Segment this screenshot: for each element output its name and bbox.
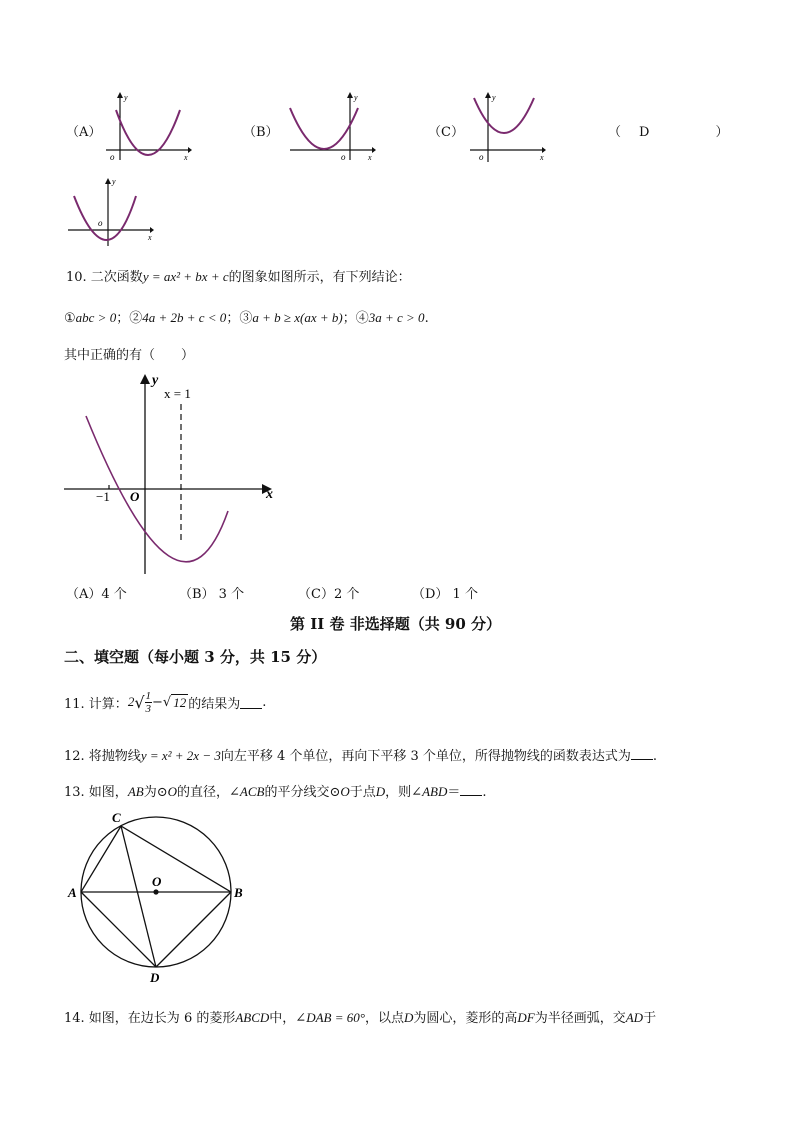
fraction: $\frac{1}{3}$ (145, 689, 152, 715)
q10-conclusions: ①abc > 0；②4a + 2b + c < 0；③a + b ≥ x(ax + b)；④3a + c > 0. (64, 310, 429, 326)
axis-line-label: x = 1 (164, 386, 191, 401)
chord-ac (81, 826, 121, 892)
svg-text:y: y (354, 93, 358, 102)
svg-text:x: x (148, 233, 152, 242)
label-a: A (68, 885, 77, 900)
chord-cb (121, 826, 231, 892)
answer-blank (460, 783, 482, 796)
svg-text:y: y (492, 93, 496, 102)
chord-cd (121, 826, 156, 967)
chord-ad (81, 892, 156, 967)
label-d: D (150, 970, 160, 985)
q10-option-d: （D） 1 个 (412, 587, 478, 602)
svg-text:x: x (540, 153, 544, 162)
label-c: C (112, 810, 121, 825)
answer-blank (631, 747, 653, 760)
svg-text:x: x (368, 153, 372, 162)
origin-label: o (110, 152, 115, 162)
q10-option-c: （C）2 个 (298, 587, 360, 602)
chord-bd (156, 892, 231, 967)
q12: 12. 将抛物线y = x² + 2x − 3向左平移 4 个单位，再向下平移 3 个单位，所得抛物线的函数表达式为 . (64, 748, 658, 764)
graph-option-b (286, 90, 378, 162)
svg-text:o: o (341, 152, 346, 162)
q10-option-b: （B） 3 个 (179, 587, 245, 602)
y-label: y (152, 373, 159, 388)
graph-option-c (466, 88, 550, 166)
parabola-curve (74, 196, 136, 240)
option-c-label: （C） (428, 125, 464, 140)
label-o: O (152, 874, 162, 889)
option-d-label: （ D ） (608, 125, 729, 140)
section-fill-blank-title: 二、填空题（每小题 3 分，共 15 分） (64, 648, 327, 666)
svg-text:o: o (98, 218, 103, 228)
parabola-curve (474, 98, 534, 133)
graph-option-a (100, 90, 192, 162)
q10-stem: 10. 二次函数y = ax² + bx + c的图象如图所示，有下列结论： (66, 269, 411, 285)
q13-circle-diagram (64, 808, 254, 988)
center-point (153, 889, 158, 894)
parabola-curve (116, 110, 180, 155)
svg-text:o: o (479, 152, 484, 162)
x-label: x (184, 153, 188, 162)
q10-option-a: （A）4 个 (66, 587, 127, 602)
x-label: x (266, 487, 273, 502)
q10-graph (62, 370, 282, 578)
parabola-curve (290, 108, 358, 149)
q13: 13. 如图，AB为⊙O的直径，∠ACB的平分线交⊙O于点D，则∠ABD＝ . (64, 784, 487, 800)
origin-label: O (130, 489, 140, 504)
graph-option-d (66, 174, 158, 248)
q11: 11. 计算： 2 √ $\frac{1}{3}$ − √ 12 的结果为 . (64, 689, 267, 715)
q14: 14. 如图，在边长为 6 的菱形ABCD中，∠DAB = 60°，以点D为圆心，菱形的高DF为半径画弧，交AD于 (64, 1010, 657, 1026)
part-two-title: 第 II 卷 非选择题（共 90 分） (290, 615, 502, 633)
label-b: B (234, 885, 243, 900)
answer-blank (240, 696, 262, 709)
option-a-label: （A） (66, 125, 102, 140)
q10-question: 其中正确的有（ ） (64, 348, 195, 363)
y-label: y (124, 93, 128, 102)
svg-text:y: y (112, 177, 116, 186)
option-b-label: （B） (243, 125, 279, 140)
tick-label-minus-one: −1 (96, 489, 110, 504)
